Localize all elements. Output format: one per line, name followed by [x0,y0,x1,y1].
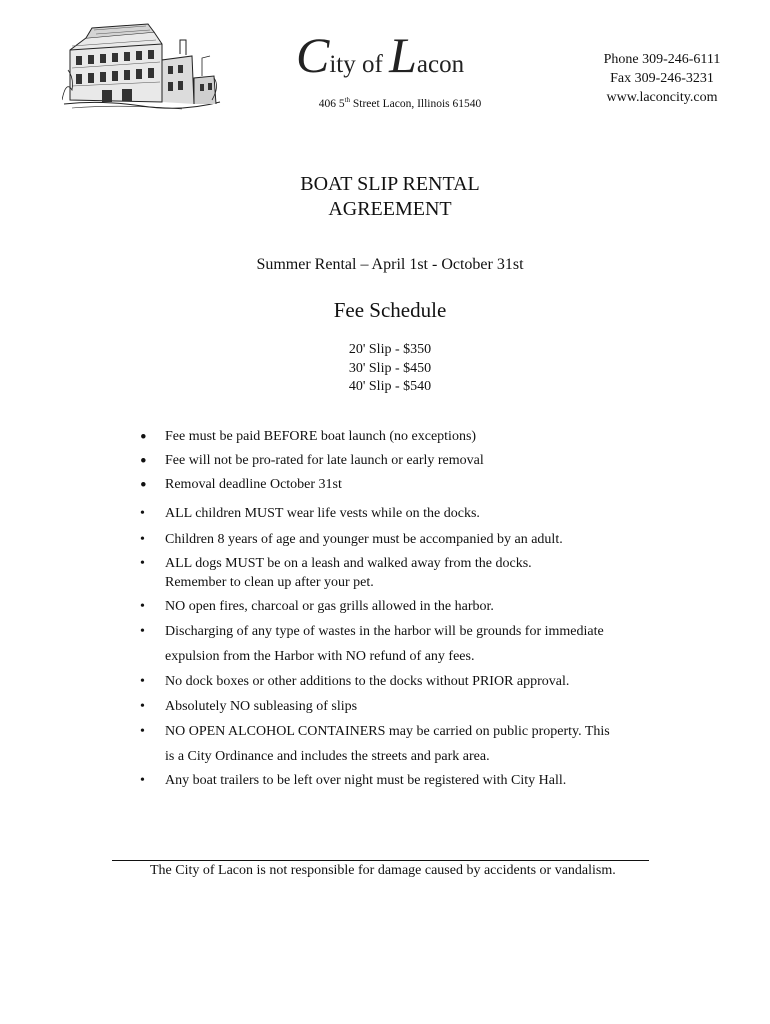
rule-text: ALL children MUST wear life vests while on the docks. [165,506,480,521]
org-name-initial-l: L [389,27,417,83]
bullet-icon: • [140,773,145,788]
fax-number: Fax 309-246-3231 [610,71,714,86]
bullet-icon: • [140,532,145,547]
rule-text: expulsion from the Harbor with NO refund of any fees. [165,649,475,664]
org-name-middle: ity of [329,51,390,78]
rule-item [140,556,700,575]
rule-text: NO OPEN ALCOHOL CONTAINERS may be carried on public property. This [165,724,610,739]
org-address [300,96,500,110]
bullet-icon: • [140,506,145,521]
bullet-icon: • [140,599,145,614]
rule-item [140,453,700,477]
fee-item: 30' Slip - $450 [348,360,432,376]
rule-item [140,477,700,506]
rule-text: No dock boxes or other additions to the docks without PRIOR approval. [165,674,570,689]
bullet-icon: • [140,674,145,689]
rule-item [140,674,700,699]
rule-continuation [140,575,700,599]
rule-text: Any boat trailers to be left over night must be registered with City Hall. [165,773,567,788]
rule-text: Fee must be paid BEFORE boat launch (no exceptions) [165,429,477,444]
title-line-2: AGREEMENT [328,198,452,220]
rule-text: is a City Ordinance and includes the streets and park area. [165,749,490,764]
rule-text: Fee will not be pro-rated for late launch or early removal [165,453,484,468]
bullet-icon: • [140,724,145,739]
phone-number: Phone 309-246-6111 [603,52,721,67]
bullet-icon: • [140,624,145,639]
rule-item [140,773,700,797]
rule-text: Removal deadline October 31st [165,477,342,492]
org-name-end: acon [416,51,465,78]
rule-item [140,429,700,453]
rule-continuation [140,649,700,674]
rule-item [140,724,700,749]
org-name [296,27,506,90]
rule-item [140,699,700,724]
bullet-icon: • [140,451,147,472]
address-suffix: Street Lacon, Illinois 61540 [350,97,482,110]
fee-item: 40' Slip - $540 [348,379,432,394]
bullet-icon: • [140,699,145,714]
rule-text: Children 8 years of age and younger must be accompanied by an adult. [165,532,563,547]
rule-item [140,624,700,649]
city-hall-building-sketch-icon [62,20,222,112]
rule-continuation [140,749,700,773]
title-line-1: BOAT SLIP RENTAL [300,173,480,195]
address-sup: th [344,96,351,104]
contact-block [592,50,732,107]
website-link[interactable]: www.laconcity.com [606,90,718,105]
bullet-icon: • [140,556,145,571]
bullet-icon: • [140,475,147,496]
rule-item [140,599,700,624]
footer-divider [112,860,649,861]
fee-schedule-heading: Fee Schedule [333,298,447,322]
document-title [230,172,550,222]
address-prefix: 406 5 [318,97,345,110]
rule-text: Discharging of any type of wastes in the harbor will be grounds for immediate [165,624,604,639]
rule-item [140,532,700,556]
rental-period: Summer Rental – April 1st - October 31st [256,256,524,273]
fee-list [300,341,480,397]
rules-list [140,429,700,797]
rule-text: Absolutely NO subleasing of slips [165,699,358,714]
bullet-icon: • [140,427,147,448]
org-name-initial-c: C [296,27,330,83]
rule-text: NO open fires, charcoal or gas grills allowed in the harbor. [165,599,494,614]
rule-text: ALL dogs MUST be on a leash and walked away from the docks. [165,556,532,571]
fee-item: 20' Slip - $350 [348,342,432,357]
footer-disclaimer: The City of Lacon is not responsible for damage caused by accidents or vandalism. [150,863,616,878]
rule-text: Remember to clean up after your pet. [165,575,374,590]
rule-item [140,506,700,532]
